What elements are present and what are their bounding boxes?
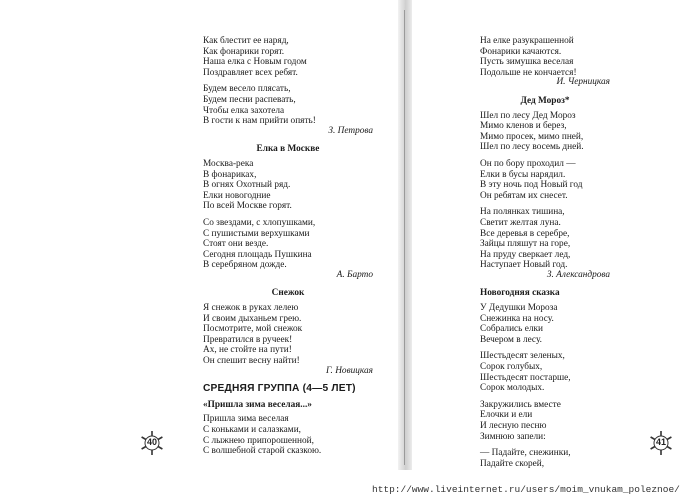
poem-title: «Пришла зима веселая...» <box>203 399 312 410</box>
stanza <box>203 303 373 367</box>
poem-author: И. Черницкая <box>556 77 610 88</box>
poem-title: Елка в Москве <box>256 144 320 155</box>
page-number-label: 40 <box>146 437 157 447</box>
verse-line: И своим дыханьем грею. <box>203 313 302 324</box>
verse-line: Сегодня площадь Пушкина <box>203 249 312 260</box>
stanza <box>480 351 610 393</box>
poem-author: З. Петрова <box>328 125 373 136</box>
verse-line: Он по бору проходил — <box>480 158 576 169</box>
stanza <box>480 159 610 201</box>
verse-line: Мимо просек, мимо пней, <box>480 131 584 142</box>
verse-line: Превратился в ручеек! <box>203 334 293 345</box>
verse-line: Ах, не стойте на пути! <box>203 345 292 356</box>
verse-line: У Дедушки Мороза <box>480 303 558 314</box>
verse-line: Наступает Новый год. <box>480 260 568 271</box>
stanza <box>480 207 610 271</box>
verse-line: Мимо кленов и берез, <box>480 121 567 132</box>
page-number-left <box>139 430 165 456</box>
verse-line: Шел по лесу восемь дней. <box>480 142 584 153</box>
verse-line: По всей Москве горят. <box>203 201 292 212</box>
verse-line: В фонариках, <box>203 169 257 180</box>
verse-line: Снежинка на носу. <box>480 313 554 324</box>
stanza <box>203 84 373 126</box>
stanza <box>203 218 373 271</box>
verse-line: Москва-река <box>203 158 254 169</box>
verse-line: На полянках тишина, <box>480 207 565 218</box>
verse-line: Сорок голубых, <box>480 362 543 373</box>
verse-line: Посмотрите, мой снежок <box>203 324 303 335</box>
verse-line: — Падайте, снежинки, <box>480 448 571 459</box>
verse-line: С коньками и салазками, <box>203 425 301 435</box>
stanza <box>203 159 373 212</box>
verse-line: На пруду сверкает лед, <box>480 249 571 260</box>
stanza <box>480 303 610 345</box>
stanza <box>480 400 610 442</box>
verse-line: Стоят они везде. <box>203 239 269 250</box>
stanza <box>480 111 610 153</box>
verse-line: Елочки и ели <box>480 410 533 421</box>
section-heading: СРЕДНЯЯ ГРУППА (4—5 ЛЕТ) <box>203 383 356 395</box>
verse-line: Как блестит ее наряд, <box>203 36 289 46</box>
verse-line: Закружились вместе <box>480 399 561 410</box>
verse-line: В гости к нам прийти опять! <box>203 116 316 127</box>
verse-line: Падайте скорей, <box>480 458 545 469</box>
verse-line: Светит желтая луна. <box>480 217 561 228</box>
verse-line: На елке разукрашенной <box>480 36 574 46</box>
verse-line: Он ребятам их снесет. <box>480 190 568 201</box>
left-page-text <box>203 36 373 463</box>
verse-line: Все деревья в серебре, <box>480 228 570 239</box>
verse-line: Елки в бусы нарядил. <box>480 169 566 180</box>
stanza <box>203 36 373 78</box>
verse-line: В серебряном дожде. <box>203 260 287 271</box>
right-page-text <box>480 36 610 475</box>
stanza <box>480 448 610 469</box>
verse-line: Зайцы пляшут на горе, <box>480 239 571 250</box>
verse-line: Собрались елки <box>480 324 543 335</box>
poem-author: А. Барто <box>336 269 373 280</box>
verse-line: И лесную песню <box>480 421 547 431</box>
verse-line: Наша елка с Новым годом <box>203 57 307 68</box>
verse-line: В эту ночь под Новый год <box>480 180 583 191</box>
poem-title: Новогодняя сказка <box>480 288 560 299</box>
verse-line: Я снежок в руках лелею <box>203 303 299 314</box>
poem-title: Снежок <box>271 288 305 299</box>
verse-line: С лыжнею припорошенной, <box>203 435 314 446</box>
verse-line: Елки новогодние <box>203 190 271 201</box>
verse-line: Вечером в лесу. <box>480 334 542 345</box>
stanza <box>480 36 610 78</box>
verse-line: Со звездами, с хлопушками, <box>203 217 316 228</box>
page-number-label: 41 <box>655 437 666 447</box>
verse-line: Подольше не кончается! <box>480 67 577 78</box>
poem-title: Дед Мороз* <box>520 95 570 106</box>
verse-line: Чтобы елка захотела <box>203 105 285 116</box>
verse-line: Он спешит весну найти! <box>203 356 300 367</box>
verse-line: Шел по лесу Дед Мороз <box>480 110 576 121</box>
verse-line: Поздравляет всех ребят. <box>203 67 298 78</box>
verse-line: Пришла зима веселая <box>203 414 289 425</box>
verse-line: Как фонарики горят. <box>203 46 285 57</box>
verse-line: С волшебной старой сказкою. <box>203 446 322 457</box>
watermark-url: http://www.liveinternet.ru/users/moim_vnukam_poleznoe/ <box>372 484 680 495</box>
stanza <box>203 414 373 456</box>
verse-line: В огнях Охотный ряд. <box>203 180 291 191</box>
verse-line: Будем весело плясать, <box>203 84 291 95</box>
verse-line: Зимнюю запели: <box>480 431 546 442</box>
poem-author: Г. Новицкая <box>325 365 373 376</box>
verse-line: С пушистыми верхушками <box>203 228 310 239</box>
verse-line: Шестьдесят зеленых, <box>480 351 565 362</box>
verse-line: Шестьдесят постарше, <box>480 372 571 383</box>
verse-line: Пусть зимушка веселая <box>480 57 574 68</box>
verse-line: Будем песни распевать, <box>203 94 296 105</box>
page-number-right <box>648 430 674 456</box>
verse-line: Сорок молодых. <box>480 383 545 394</box>
poem-author: З. Александрова <box>546 269 610 280</box>
verse-line: Фонарики качаются. <box>480 46 562 57</box>
